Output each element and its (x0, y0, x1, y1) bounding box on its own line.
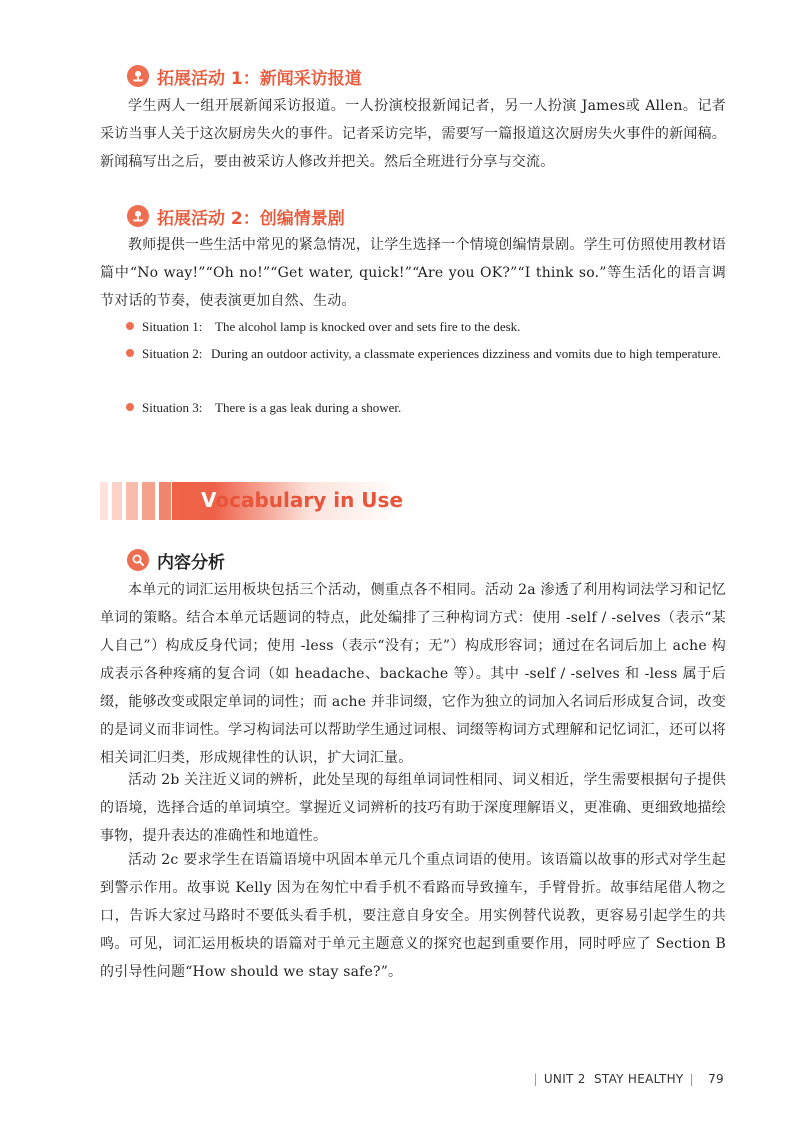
analysis-paragraph: 活动 2c 要求学生在语篇语境中巩固本单元几个重点词语的使用。该语篇以故事的形式对学生起到警示作用。故事说 Kelly 因为在匆忙中看手机不看路而导致撞车，手臂骨折。故事结尾借人物之口，告诉大家过马路时不要低头看手机，要注意自身安全。用实例替代说教，更容易引起学生的共鸣。可见，词汇运用板块的语篇对于单元主题意义的探究也起到重要作用，同时呼应了 Section B 的引导性问题“How should we stay safe?”。 (100, 852, 726, 980)
banner-title-rest: ocabulary in Use (215, 488, 404, 512)
situation-label: Situation 1: (142, 319, 203, 334)
situation-text: There is a gas leak during a shower. (215, 400, 402, 415)
footer-title: STAY HEALTHY (593, 1072, 684, 1086)
activity1-title: 拓展活动 1：新闻采访报道 (157, 68, 362, 89)
page-footer (528, 1072, 725, 1086)
analysis-paragraph: 本单元的词汇运用板块包括三个活动，侧重点各不相同。活动 2a 渗透了利用构词法学习和记忆单词的策略。结合本单元话题词的特点，此处编排了三种构词方式：使用 -self / -selves（表示“某人自己”）构成反身代词；使用 -less（表示“没有；无”）构成形容词；通过在名词后加上 ache 构成表示各种疼痛的复合词（如 headache、backache 等）。其中 -self / -selves 和 -less 属于后缀，能够改变或限定单词的词性；而 ache 并非词缀，它作为独立的词加入名词后形成复合词，改变的是词义而非词性。学习构词法可以帮助学生通过词根、词缀等构词方式理解和记忆词汇，还可以将相关词汇归类，形成规律性的认识，扩大词汇量。 (100, 582, 726, 766)
footer-separator: | (689, 1072, 694, 1086)
situation-item (126, 340, 726, 394)
banner-title-first-letter: V (201, 488, 216, 512)
footer-unit: UNIT 2 (543, 1072, 586, 1086)
activity2-body: 教师提供一些生活中常见的紧急情况，让学生选择一个情境创编情景剧。学生可仿照使用教材语篇中“No way!”“Oh no!”“Get water, quick!”“Are you OK?”“I think so.”等生活化的语言调节对话的节奏，使表演更加自然、生动。 (100, 237, 726, 309)
activity2-title: 拓展活动 2：创编情景剧 (157, 208, 345, 229)
activity-icon (127, 205, 149, 227)
analysis-title: 内容分析 (157, 552, 225, 573)
situation-text: The alcohol lamp is knocked over and sets fire to the desk. (215, 319, 521, 334)
bullet-dot (126, 349, 134, 357)
situation-label: Situation 3: (142, 400, 203, 415)
vocabulary-banner (100, 482, 404, 522)
banner-stripe (159, 482, 171, 520)
analysis-heading (127, 547, 225, 573)
magnifier-icon (127, 549, 149, 571)
bullet-dot (126, 322, 134, 330)
banner-title (201, 488, 403, 512)
banner-stripe (142, 482, 155, 520)
footer-separator: | (533, 1072, 538, 1086)
activity1-heading (127, 63, 362, 89)
bullet-dot (126, 403, 134, 411)
situation-text: During an outdoor activity, a classmate experiences dizziness and vomits due to high temperature. (211, 346, 721, 361)
banner-stripe (112, 482, 122, 520)
analysis-paragraph: 活动 2b 关注近义词的辨析，此处呈现的每组单词词性相同、词义相近，学生需要根据句子提供的语境，选择合适的单词填空。掌握近义词辨析的技巧有助于深度理解语义，更准确、更细致地描绘事物，提升表达的准确性和地道性。 (100, 772, 726, 844)
page-number: 79 (708, 1072, 724, 1086)
banner-stripe (100, 482, 108, 520)
activity2-heading (127, 203, 345, 229)
activity1-body: 学生两人一组开展新闻采访报道。一人扮演校报新闻记者，另一人扮演 James或 Allen。记者采访当事人关于这次厨房失火的事件。记者采访完毕，需要写一篇报道这次厨房失火事件的新闻稿。新闻稿写出之后，要由被采访人修改并把关。然后全班进行分享与交流。 (100, 98, 726, 170)
activity-icon (127, 65, 149, 87)
situation-label: Situation 2: (142, 346, 203, 361)
banner-stripe (126, 482, 138, 520)
